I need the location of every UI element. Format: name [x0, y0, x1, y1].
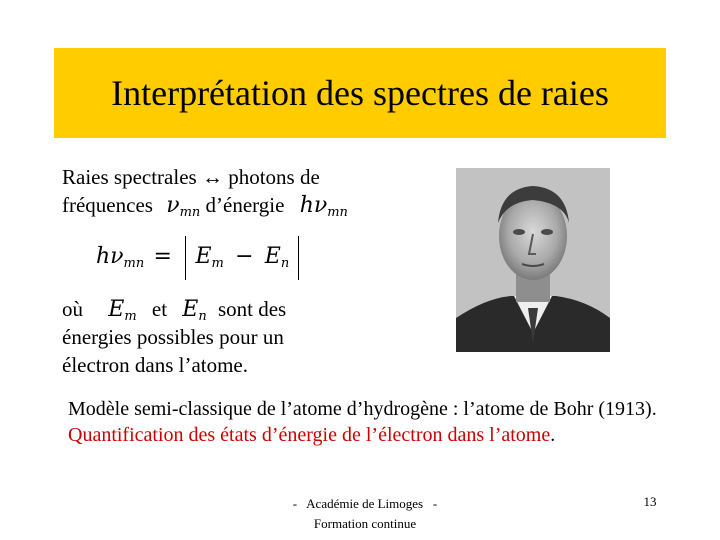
text-raies-spectrales: Raies spectrales	[62, 165, 197, 189]
eq-e-2: E	[264, 244, 281, 269]
text-et: et	[151, 297, 168, 321]
text-line-4: énergies possibles pour un	[62, 325, 284, 349]
h-nu-mn-symbol	[300, 193, 348, 218]
eq-h: h	[96, 244, 111, 269]
page-number: 13	[643, 494, 657, 509]
text-frequences: fréquences	[62, 193, 153, 217]
em-sub: m	[124, 309, 137, 324]
double-arrow-icon: ↔	[201, 165, 223, 189]
eq-minus: −	[235, 244, 254, 269]
eq-e-1: E	[195, 244, 212, 269]
eq-lhs	[96, 244, 144, 269]
nu-symbol: ν	[166, 193, 180, 218]
title-bar	[54, 48, 666, 138]
em-e: E	[108, 297, 125, 322]
mn-subscript: mn	[179, 205, 201, 220]
footer-org: Académie de Limoges	[306, 496, 424, 511]
en-sub: n	[198, 309, 207, 324]
energy-equation	[96, 234, 303, 286]
text-denergie: d’énergie	[205, 193, 285, 217]
text-line-2	[62, 192, 348, 226]
footer	[270, 494, 460, 534]
caption-text	[68, 396, 668, 448]
footer-dash-left: -	[292, 496, 298, 511]
bohr-portrait	[456, 168, 610, 352]
text-ou: où	[62, 297, 83, 321]
eq-equals: =	[153, 244, 172, 269]
eq-en	[265, 244, 289, 269]
nu-mn-symbol	[166, 193, 200, 218]
text-photons-de: photons de	[228, 165, 320, 189]
mn-subscript-2: mn	[327, 205, 348, 220]
abs-bar-left	[185, 236, 186, 280]
h-symbol: h	[299, 193, 314, 218]
abs-bar-right	[298, 236, 299, 280]
text-line-1	[62, 164, 320, 190]
caption-red-part: Quantification des états d’énergie de l’électron dans l’atome	[68, 424, 551, 446]
nu-symbol-2: ν	[313, 193, 328, 218]
caption-black-part: Modèle semi-classique de l’atome d’hydrogène : l’atome de Bohr (1913).	[68, 398, 657, 420]
eq-nu: ν	[110, 244, 124, 269]
slide-title: Interprétation des spectres de raies	[111, 73, 609, 113]
caption-period: .	[550, 424, 556, 446]
eq-m-sub: m	[211, 256, 224, 271]
eq-n-sub: n	[280, 256, 290, 271]
footer-dash-right: -	[432, 496, 438, 511]
en-e: E	[182, 297, 199, 322]
em-symbol	[108, 297, 136, 322]
en-symbol	[182, 297, 206, 322]
footer-line-2: Formation continue	[313, 516, 417, 531]
eq-em	[195, 244, 223, 269]
portrait-illustration	[456, 168, 610, 352]
eq-mn-sub: mn	[123, 256, 145, 271]
footer-line-1	[270, 494, 460, 514]
text-line-5: électron dans l’atome.	[62, 353, 249, 377]
text-sont-des: sont des	[217, 297, 287, 321]
